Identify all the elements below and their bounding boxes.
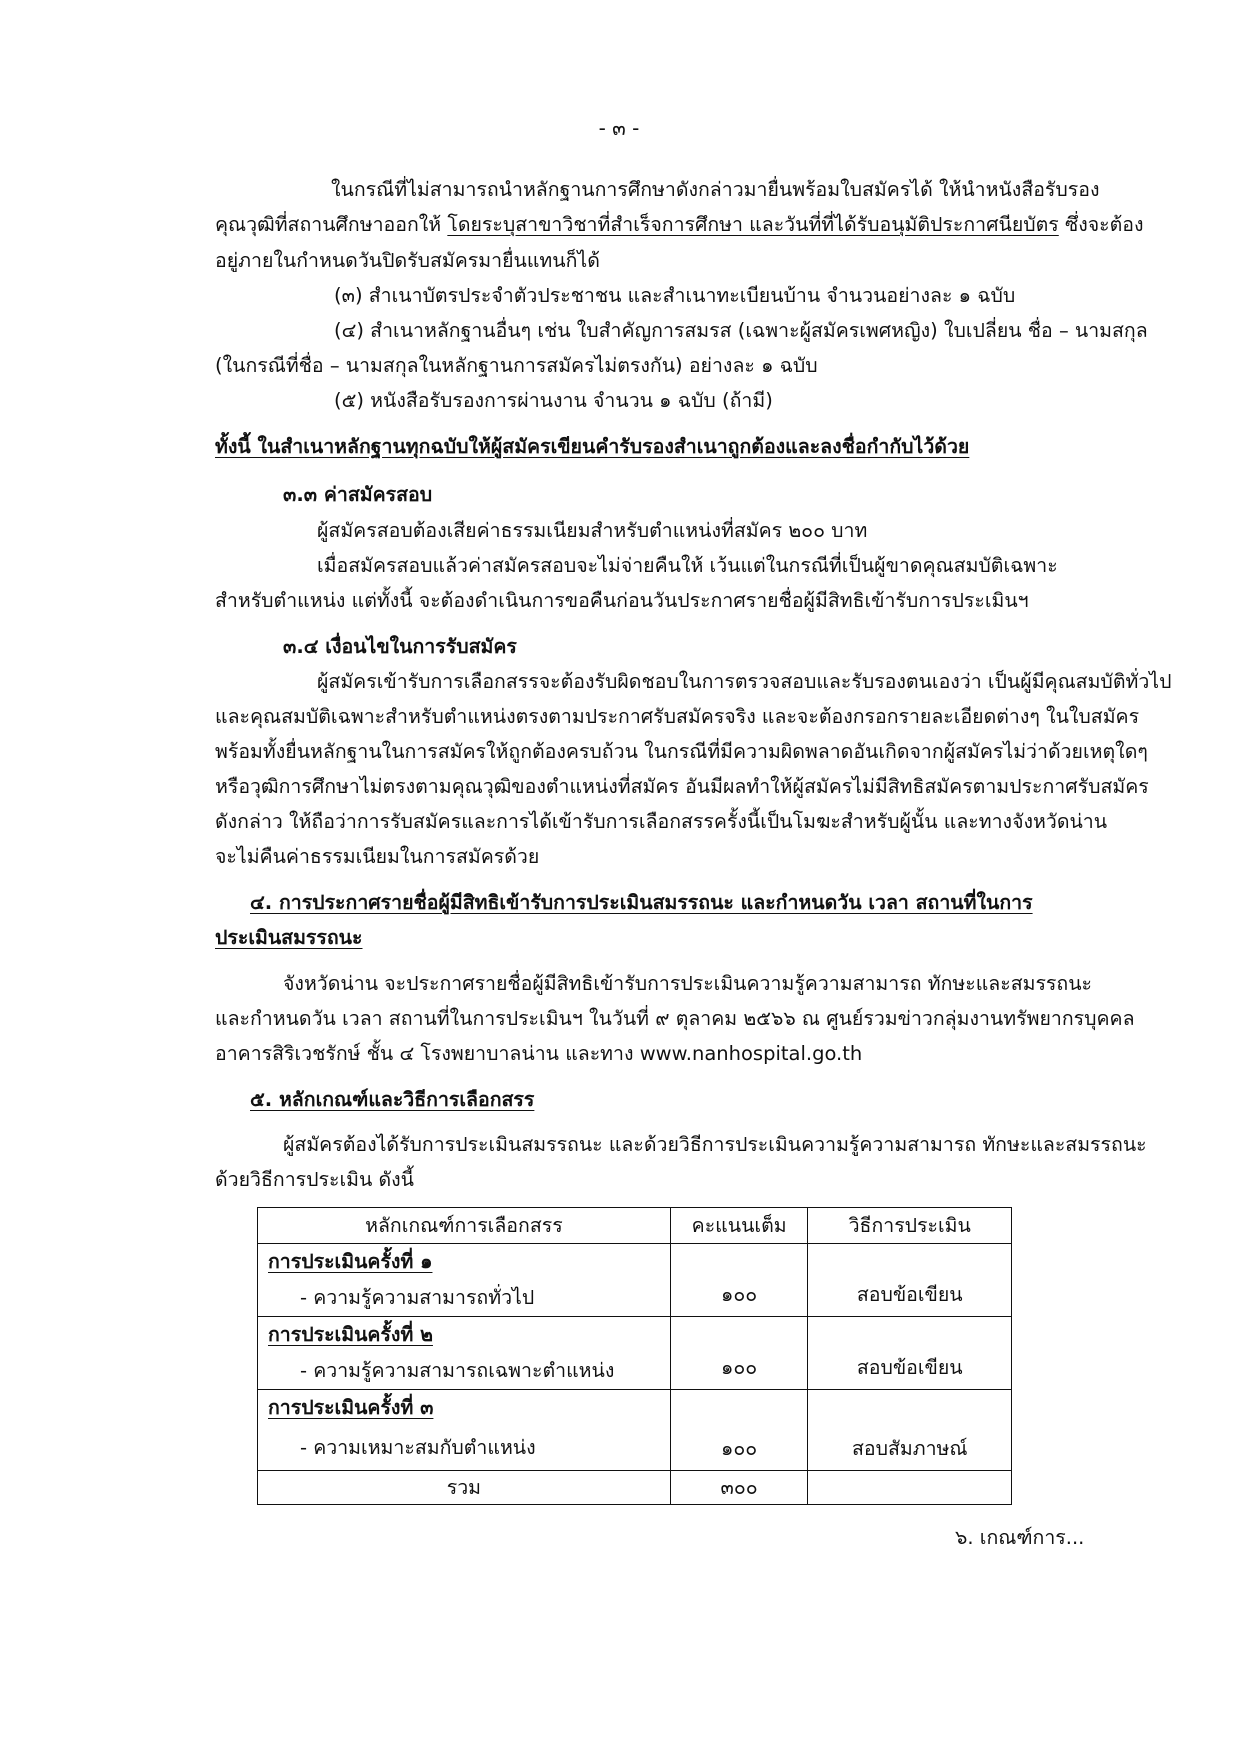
table-header: หลักเกณฑ์การเลือกสรร: [258, 1208, 671, 1244]
continuation-footer: ๖. เกณฑ์การ...: [955, 1526, 1085, 1549]
paragraph-line: [215, 211, 1144, 239]
note-heading: ทั้งนี้ ในสำเนาหลักฐานทุกฉบับให้ผู้สมัครเขียนคำรับรองสำเนาถูกต้องและลงชื่อกำกับไว้ด้วย: [215, 435, 970, 458]
paragraph-line: ด้วยวิธีการประเมิน ดังนี้: [215, 1168, 415, 1191]
paragraph-line: จังหวัดน่าน จะประกาศรายชื่อผู้มีสิทธิเข้ารับการประเมินความรู้ความสามารถ ทักษะและสมรรถนะ: [283, 972, 1093, 995]
score-cell: ๑๐๐: [670, 1244, 808, 1317]
total-label: รวม: [258, 1471, 671, 1505]
section-heading: ๕. หลักเกณฑ์และวิธีการเลือกสรร: [250, 1088, 535, 1111]
total-score: ๓๐๐: [670, 1471, 808, 1505]
method-cell: สอบข้อเขียน: [808, 1244, 1012, 1317]
table-header-row: [258, 1208, 1012, 1244]
paragraph-line: พร้อมทั้งยื่นหลักฐานในการสมัครให้ถูกต้องครบถ้วน ในกรณีที่มีความผิดพลาดอันเกิดจากผู้สมัครไม่ว่าด้วยเหตุใดๆ: [215, 740, 1148, 763]
page-number: - ๓ -: [598, 116, 640, 140]
paragraph-line: ผู้สมัครต้องได้รับการประเมินสมรรถนะ และด้วยวิธีการประเมินความรู้ความสามารถ ทักษะและสมรรถนะ: [283, 1133, 1147, 1156]
paragraph-text: ซึ่งจะต้อง: [1058, 213, 1144, 236]
method-cell: สอบสัมภาษณ์: [808, 1390, 1012, 1471]
table-row: [258, 1244, 1012, 1317]
table-row: [258, 1390, 1012, 1471]
paragraph-text: คุณวุฒิที่สถานศึกษาออกให้: [215, 213, 448, 236]
paragraph-line: และคุณสมบัติเฉพาะสำหรับตำแหน่งตรงตามประกาศรับสมัครจริง และจะต้องกรอกรายละเอียดต่างๆ ในใบสมัคร: [215, 705, 1140, 728]
section-heading: ๓.๓ ค่าสมัครสอบ: [283, 483, 433, 506]
criteria-item: - ความเหมาะสมกับตำแหน่ง: [300, 1436, 536, 1459]
paragraph-line: ผู้สมัครสอบต้องเสียค่าธรรมเนียมสำหรับตำแหน่งที่สมัคร ๒๐๐ บาท: [317, 519, 868, 542]
round-label: การประเมินครั้งที่ ๒: [268, 1323, 433, 1346]
paragraph-line: สำหรับตำแหน่ง แต่ทั้งนี้ จะต้องดำเนินการขอคืนก่อนวันประกาศรายชื่อผู้มีสิทธิเข้ารับการประเมินฯ: [215, 589, 1029, 612]
list-item: (ในกรณีที่ชื่อ – นามสกุลในหลักฐานการสมัครไม่ตรงกัน) อย่างละ ๑ ฉบับ: [215, 354, 818, 377]
criteria-cell: [258, 1390, 671, 1471]
criteria-item: - ความรู้ความสามารถเฉพาะตำแหน่ง: [300, 1359, 615, 1382]
section-heading: ประเมินสมรรถนะ: [215, 926, 363, 949]
round-label: การประเมินครั้งที่ ๓: [268, 1396, 434, 1419]
score-cell: ๑๐๐: [670, 1390, 808, 1471]
list-item: (๓) สำเนาบัตรประจำตัวประชาชน และสำเนาทะเบียนบ้าน จำนวนอย่างละ ๑ ฉบับ: [334, 284, 1016, 307]
round-label: การประเมินครั้งที่ ๑: [268, 1250, 433, 1273]
paragraph-line: ผู้สมัครเข้ารับการเลือกสรรจะต้องรับผิดชอบในการตรวจสอบและรับรองตนเองว่า เป็นผู้มีคุณสมบัติทั่วไป: [317, 670, 1172, 693]
list-item: (๔) สำเนาหลักฐานอื่นๆ เช่น ใบสำคัญการสมรส (เฉพาะผู้สมัครเพศหญิง) ใบเปลี่ยน ชื่อ – นามสกุล: [334, 319, 1148, 342]
paragraph-line: อยู่ภายในกำหนดวันปิดรับสมัครมายื่นแทนก็ได้: [215, 249, 600, 272]
list-item: (๕) หนังสือรับรองการผ่านงาน จำนวน ๑ ฉบับ (ถ้ามี): [334, 389, 773, 412]
table-row: [258, 1317, 1012, 1390]
paragraph-line: ดังกล่าว ให้ถือว่าการรับสมัครและการได้เข้ารับการเลือกสรรครั้งนี้เป็นโมฆะสำหรับผู้นั้น และทางจังหวัดน่าน: [215, 810, 1108, 833]
paragraph-line: ในกรณีที่ไม่สามารถนำหลักฐานการศึกษาดังกล่าวมายื่นพร้อมใบสมัครได้ ให้นำหนังสือรับรอง: [331, 178, 1100, 201]
paragraph-line: จะไม่คืนค่าธรรมเนียมในการสมัครด้วย: [215, 845, 540, 868]
table-total-row: [258, 1471, 1012, 1505]
section-heading: ๓.๔ เงื่อนไขในการรับสมัคร: [283, 635, 517, 658]
section-heading: ๔. การประกาศรายชื่อผู้มีสิทธิเข้ารับการประเมินสมรรถนะ และกำหนดวัน เวลา สถานที่ในการ: [250, 891, 1033, 914]
total-method: [808, 1471, 1012, 1505]
underlined-text: โดยระบุสาขาวิชาที่สำเร็จการศึกษา และวันที่ที่ได้รับอนุมัติประกาศนียบัตร: [447, 213, 1059, 236]
table-header: คะแนนเต็ม: [670, 1208, 808, 1244]
score-cell: ๑๐๐: [670, 1317, 808, 1390]
criteria-cell: [258, 1244, 671, 1317]
criteria-table: [257, 1207, 1012, 1505]
paragraph-line: หรือวุฒิการศึกษาไม่ตรงตามคุณวุฒิของตำแหน่งที่สมัคร อันมีผลทำให้ผู้สมัครไม่มีสิทธิสมัครตามประกาศรับสมัคร: [215, 775, 1149, 798]
method-cell: สอบข้อเขียน: [808, 1317, 1012, 1390]
paragraph-line: เมื่อสมัครสอบแล้วค่าสมัครสอบจะไม่จ่ายคืนให้ เว้นแต่ในกรณีที่เป็นผู้ขาดคุณสมบัติเฉพาะ: [317, 554, 1058, 577]
table-header: วิธีการประเมิน: [808, 1208, 1012, 1244]
paragraph-line: อาคารสิริเวชรักษ์ ชั้น ๔ โรงพยาบาลน่าน และทาง www.nanhospital.go.th: [215, 1042, 863, 1065]
paragraph-line: และกำหนดวัน เวลา สถานที่ในการประเมินฯ ในวันที่ ๙ ตุลาคม ๒๕๖๖ ณ ศูนย์รวมข่าวกลุ่มงานทรัพยากรบุคคล: [215, 1007, 1135, 1030]
criteria-item: - ความรู้ความสามารถทั่วไป: [300, 1286, 535, 1309]
criteria-cell: [258, 1317, 671, 1390]
